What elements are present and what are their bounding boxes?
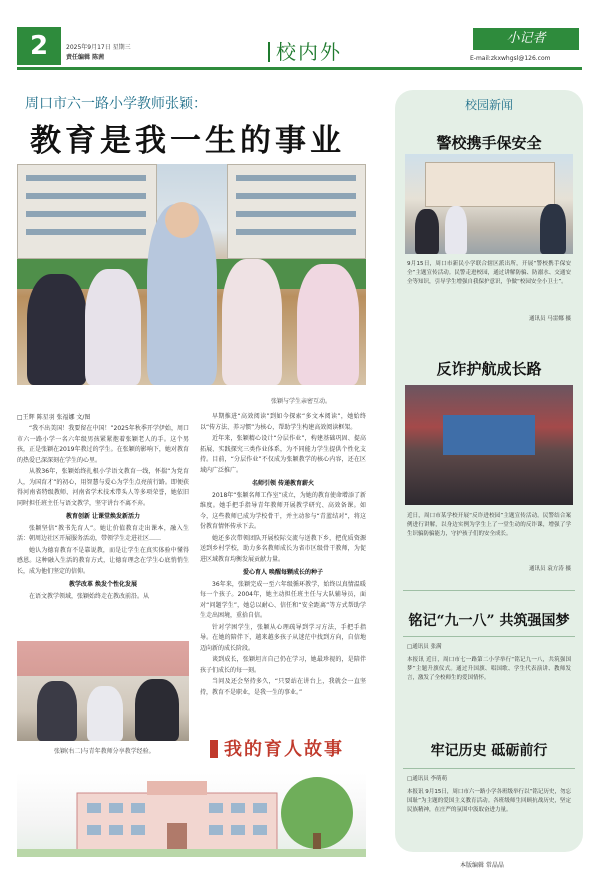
article-kicker: 周口市六一路小学教师张颖： (25, 96, 207, 112)
paragraph: 她还多次带领团队开展校际交流与送教下乡，把优质资源送到乡村学校，助力多名教师成长为省市区级骨干教师，为促进区域教育均衡发展贡献力量。 (200, 534, 366, 563)
news-body: 9月15日，周口市新民小学联合辖区派出所，开展“警校携手保安全”主题宣传活动。民警走进校园，通过讲解防骗、防溺水、交通安全等知识，引导学生增强自我保护意识，争做“校园安全小卫士”。 (407, 261, 571, 285)
header-rule (17, 67, 582, 70)
paragraph: 她认为德育教育不是靠说教，而是让学生在真实体验中懂得感恩。这种融入生活的教育方式，让德育理念在学生心底悄悄生长，成为他们坚定的信仰。 (17, 546, 189, 575)
section-title (262, 36, 342, 65)
article-column-2 (200, 412, 366, 730)
person-figure (135, 679, 179, 741)
student-figure (85, 269, 141, 385)
paragraph: 近年来，张颖精心设计“分层作业”，构建基础巩固、提高拓展、实践探究三类作业体系，为不同能力学生提供个性化支持。目前，“分层作业”不仅成为张颖教学的核心内容，还在区域内广泛推广。 (200, 435, 366, 474)
divider (268, 42, 270, 62)
building-right (227, 164, 366, 259)
news-sidebar (395, 90, 583, 852)
paragraph: 张颖坚信“教书先育人”。她让价值教育走出课本，融入生活：朝周边社区开展服务活动，带领学生走进社区…… (17, 524, 189, 542)
paragraph: “我不出美国！我要留在中国！”2025年秋季开学伊始，周口市六一路小学一名六年级男孩紧紧抱着张颖老人的手。这个男孩，正是张颖在2019年教过的学生。在张颖的影响下，她对教育的热爱已深深刻在学生的心里。 (17, 425, 189, 464)
contact-email: E-mail:zkxwhgsl@126.com (470, 55, 551, 62)
section-title-text: 校内外 (276, 40, 342, 64)
news-body: 本报讯 近日，周口市七一路第二小学举行“铭记九一八，共筑强国梦”主题升旗仪式。通过升国旗、唱国歌、学生代表演讲、教师发言，激发了全校师生的爱国情怀。 (407, 657, 571, 681)
paragraph: 2018年“张颖名师工作室”成立，为她的教育使命增添了新维度。她手把手指导青年教师开展教学研究、高效备课。如今，这些教师已成为学校骨干，并主动参与“青蓝结对”，将这份教育情怀传承下去。 (200, 491, 366, 530)
building-left (17, 164, 157, 259)
news-photo (405, 385, 573, 505)
banner-mark (210, 740, 218, 758)
story-banner (210, 735, 344, 761)
divider (403, 636, 575, 637)
article-column-1 (17, 424, 189, 638)
subheading: 教育创新 让课堂焕发新活力 (65, 513, 141, 520)
news-credit: 通讯员 袁方涛 摄 (529, 566, 571, 572)
paragraph: 当问及还会坚持多久，“只要站在讲台上，我就会一直坚持，教育不是职业，是我一生的事业。” (200, 678, 366, 696)
news-body: 本报讯 9月15日，周口市六一路小学各班级举行以“铭记历史，勿忘国耻”为主题的爱国主义教育活动。各班级师生回顾抗战历史，坚定民族精神，在庄严的氛围中汲取奋进力量。 (407, 789, 571, 813)
person-figure (445, 206, 467, 254)
divider (403, 590, 575, 591)
divider (403, 768, 575, 769)
news-title: 铭记“九一八” 共筑强国梦 (408, 613, 570, 629)
article-headline: 教育是我一生的事业 (30, 123, 345, 159)
page-footer: 本版编辑 常晶晶 (460, 862, 504, 869)
news-byline: □通讯员 李萌萌 (407, 776, 447, 782)
student-figure (222, 259, 282, 385)
paragraph: 早期推进“高效阅读”到如今探索“多文本阅读”，她始终以“传方法、养习惯”为核心，帮助学生构建高效阅读框架。 (200, 413, 366, 431)
story-banner-text: 我的育人故事 (224, 739, 344, 760)
subheading: 教学改革 焕发个性化发展 (68, 581, 138, 588)
subheading: 名师引领 传递教育薪火 (251, 480, 315, 487)
page-header (0, 0, 600, 68)
school-illustration (17, 773, 366, 857)
projection-screen (443, 415, 535, 455)
page-number: 2 (17, 27, 61, 65)
person-figure (540, 204, 566, 254)
news-byline: □通讯员 张满 (407, 644, 442, 650)
article-byline: □王辉 陈星羽 张福娜 文/图 (17, 414, 91, 421)
paragraph: 36年来，张颖完成一至六年级循环教学，始终以真情温暖每一个孩子。2004年，她主动担任班主任与大队辅导员，面对“问题学生”，她总以耐心、信任和“安全距离”等方式帮助学生走出困境，重拾自信。 (200, 580, 366, 619)
person-figure (87, 686, 123, 741)
student-figure (27, 274, 87, 385)
subheading: 爱心育人 唤醒每颗成长的种子 (242, 569, 324, 576)
paragraph: 从教36年，张颖始终扎根小学语文教育一线，怀揣“为党育人，为国育才”的初心，用智慧与爱心为学生点亮前行路。即便获得河南省特级教师、河南省学术技术带头人等多项荣誉，她依旧同时担任班主任与语文教学，坚守讲台不离不弃。 (17, 468, 189, 507)
article-photo-secondary (17, 641, 189, 741)
photo-caption: 张颖与学生亲密互动。 (271, 398, 332, 405)
student-figure (297, 264, 359, 385)
paragraph: 谈到成长，张颖坦言自己仍在学习，她最珍视的，是陪伴孩子们成长的每一刻。 (200, 656, 366, 674)
news-title: 反诈护航成长路 (436, 360, 542, 378)
building (425, 162, 555, 207)
news-credit: 通讯员 马雷娜 摄 (529, 316, 571, 322)
responsible-editor: 责任编辑 陈茜 (66, 54, 105, 61)
person-figure (37, 681, 77, 741)
banner-backdrop (17, 641, 189, 676)
teacher-face (165, 202, 199, 238)
photo-caption: 张颖(右二)与青年教师分享教学经验。 (54, 748, 155, 755)
person-figure (415, 209, 439, 254)
news-title: 警校携手保安全 (436, 134, 542, 152)
column-logo: 小记者 (473, 28, 579, 50)
sidebar-label: 校园新闻 (464, 98, 513, 112)
news-body: 近日，周口市某学校开展“反诈进校园”主题宣传活动。民警结合案例进行讲解，以身边实例为学生上了一堂生动的反诈课，增强了学生识骗防骗能力，守护孩子们的安全成长。 (407, 513, 571, 537)
school-building-illustration (17, 773, 366, 857)
issue-date: 2025年9月17日 星期三 (66, 44, 131, 51)
article-photo-main (17, 164, 366, 385)
paragraph: 针对学困学生，张颖从心理疏导到学习方法，手把手指导。在她的陪伴下，越来越多孩子从迷茫中找到方向，自信地迈向新的成长阶段。 (200, 623, 366, 652)
news-photo (405, 154, 573, 254)
news-title: 牢记历史 砥砺前行 (430, 743, 548, 759)
paragraph: 在语文教学领域，张颖始终走在教改前沿。从 (29, 592, 150, 600)
